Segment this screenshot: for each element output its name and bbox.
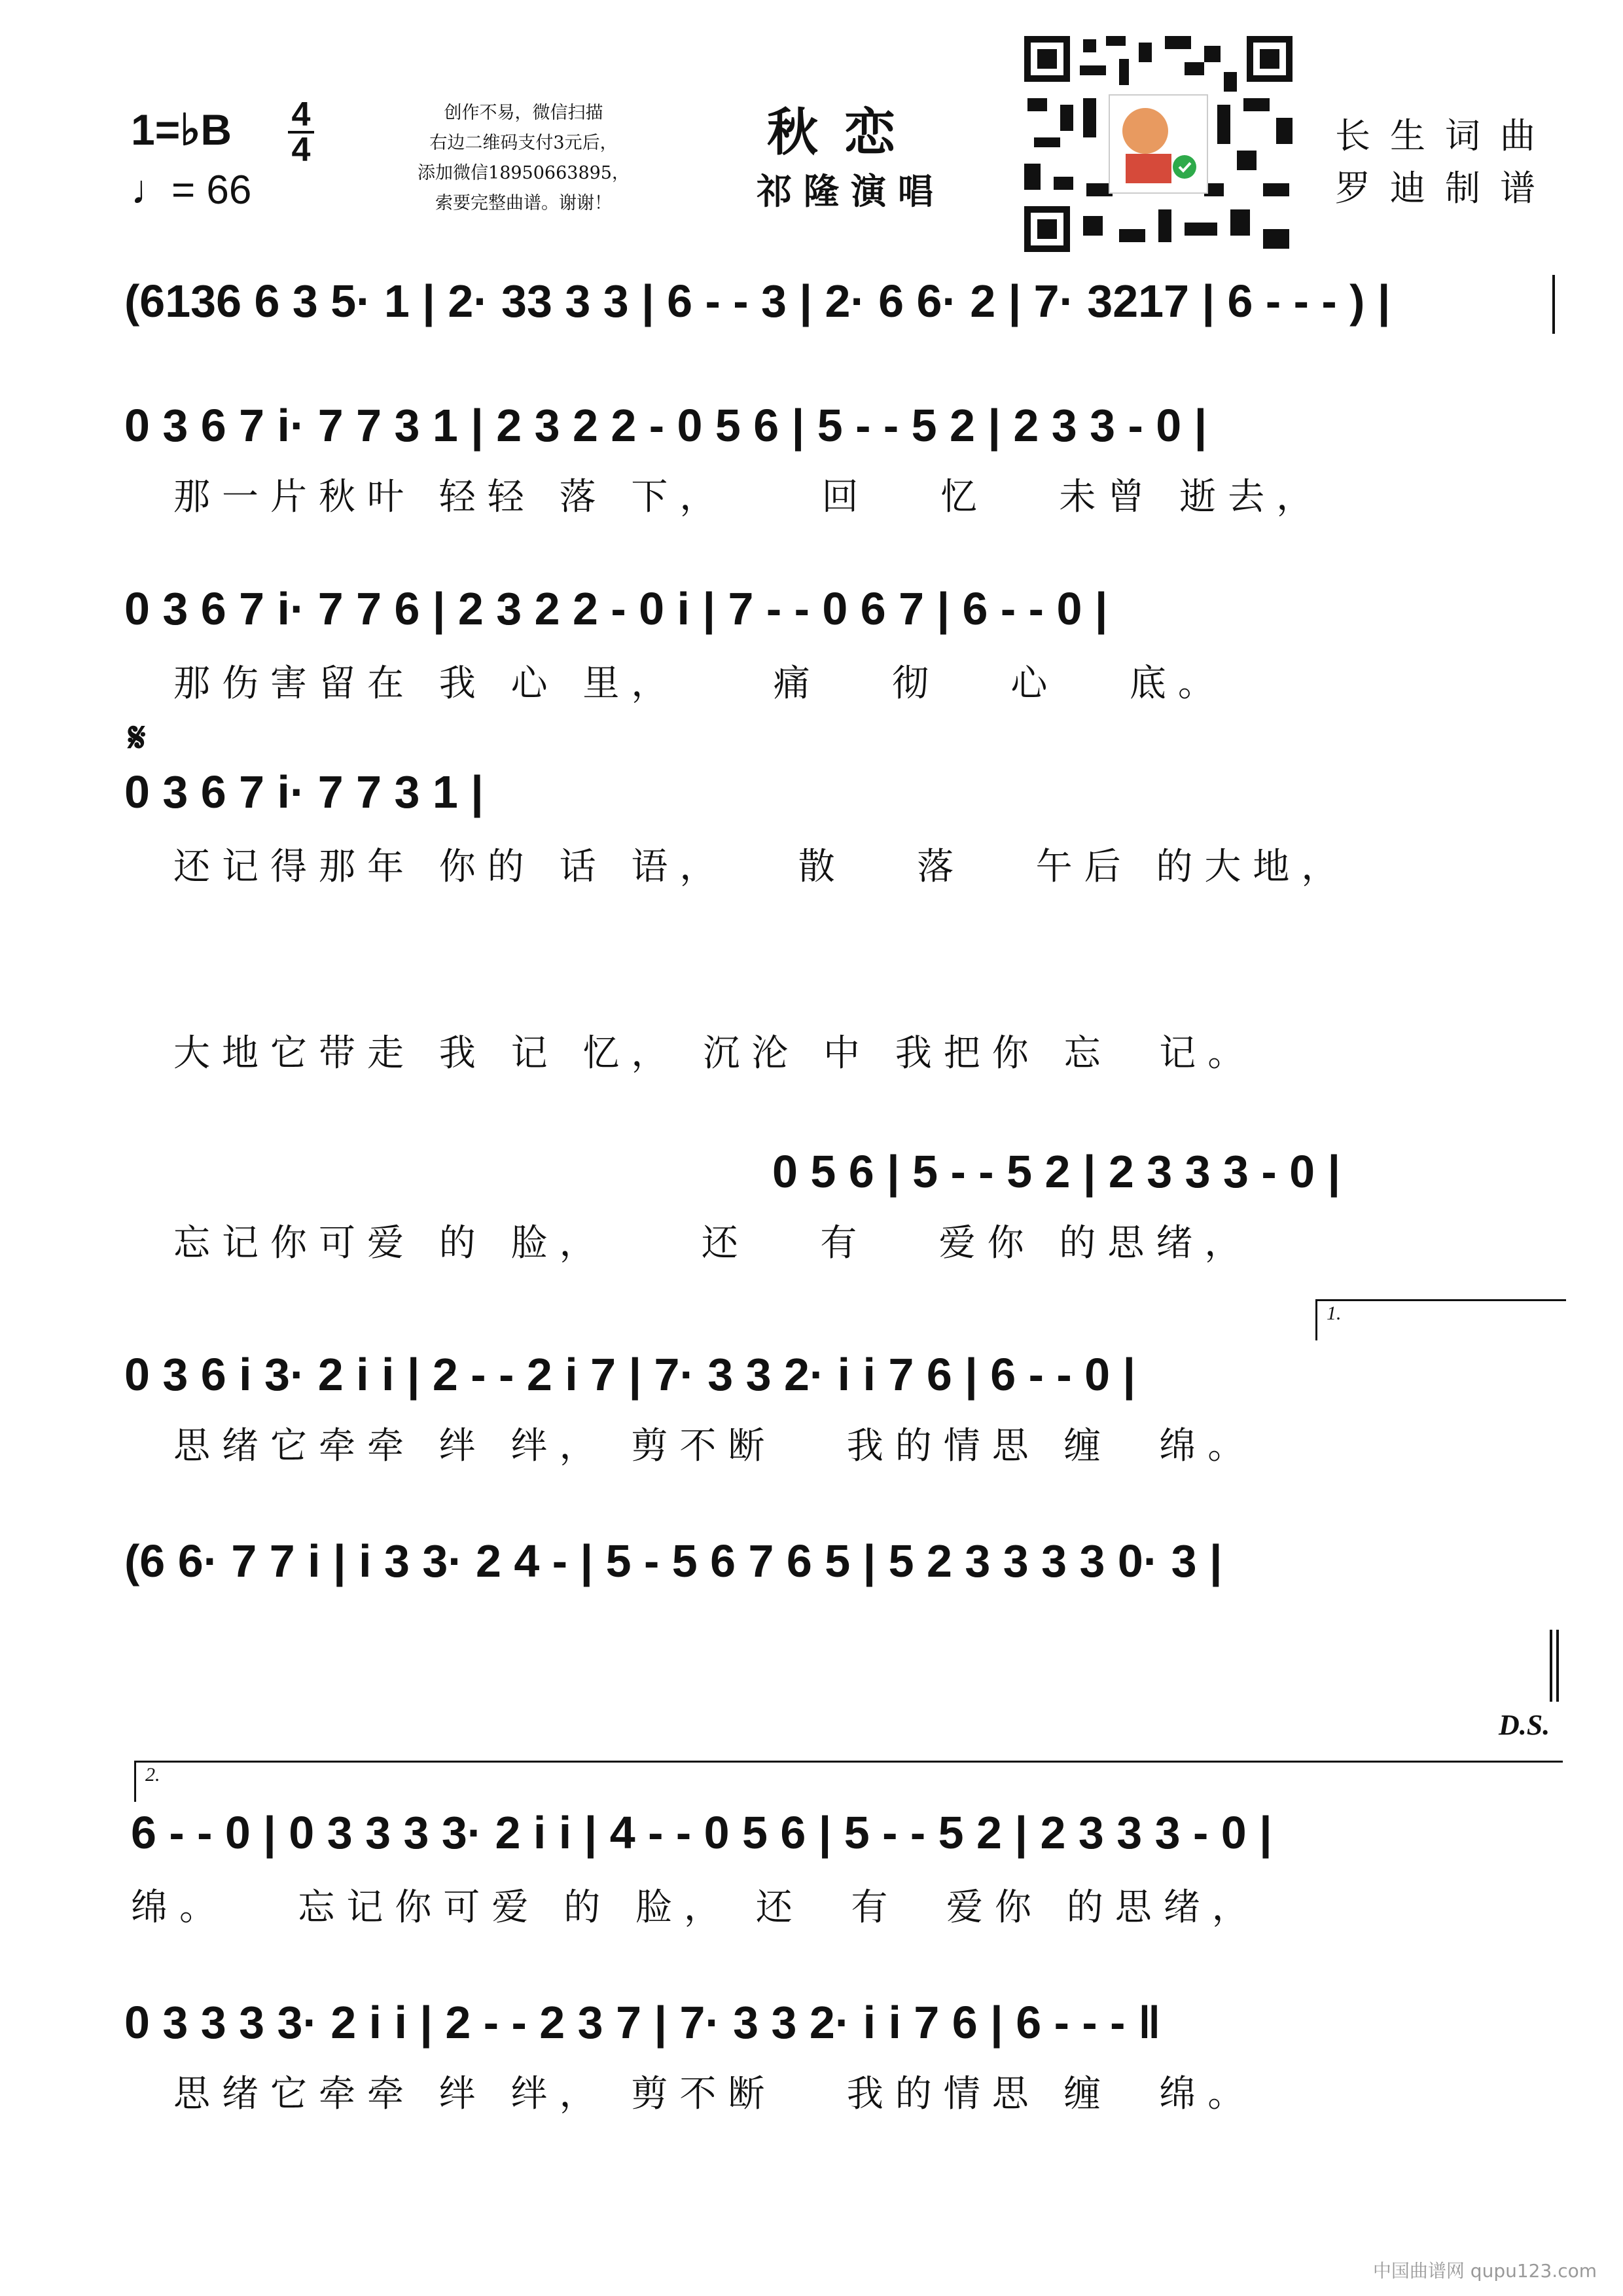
score-system-3: 0 3 6 7 i· 7 7 6 | 2 3 2 2 - 0 i | 7 - - 0 6 7 | 6 - - 0 | — [124, 583, 1108, 634]
purchase-note — [393, 98, 654, 219]
score-system-4: 0 3 6 7 i· 7 7 3 1 | — [124, 766, 484, 817]
lyric-line-5: 大地它带走 我 记 忆， 沉沦 中 我把你 忘 记。 — [173, 1032, 1257, 1075]
lyric-line-7: 思绪它牵牵 绊 绊， 剪不断 我的情思 缠 绵。 — [173, 1425, 1257, 1467]
score-system-2: 0 3 6 7 i· 7 7 3 1 | 2 3 2 2 - 0 5 6 | 5 - - 5 2 | 2 3 3 - 0 | — [124, 400, 1207, 451]
key-signature: 1=♭B — [131, 105, 232, 154]
score-system-8-interlude: (6 6· 7 7 i | i 3 3· 2 4 - | 5 - 5 6 7 6 5 | 5 2 3 3 3 3 0· 3 | — [124, 1535, 1222, 1587]
lyric-line-3: 那伤害留在 我 心 里， 痛 彻 心 底。 — [173, 662, 1226, 705]
tempo-marking: ♩= 66 — [131, 168, 252, 213]
qr-code-icon[interactable] — [1021, 33, 1296, 255]
double-barline — [1556, 1630, 1559, 1702]
score-system-10: 0 3 3 3 3· 2 i i | 2 - - 2 3 7 | 7· 3 3 2· i i 7 6 | 6 - - - ‖ — [124, 1997, 1161, 2048]
time-signature — [288, 96, 314, 169]
song-title: 秋恋 — [766, 103, 921, 162]
double-barline — [1550, 1630, 1552, 1702]
segno-sign: 𝄋 — [128, 713, 146, 761]
lyric-line-10: 思绪它牵牵 绊 绊， 剪不断 我的情思 缠 绵。 — [173, 2073, 1257, 2115]
score-system-6: 0 5 6 | 5 - - 5 2 | 2 3 3 3 - 0 | — [772, 1146, 1341, 1197]
score-system-7: 0 3 6 i 3· 2 i i | 2 - - 2 i 7 | 7· 3 3 2· i i 7 6 | 6 - - 0 | — [124, 1349, 1136, 1400]
lyric-line-2: 那一片秋叶 轻轻 落 下， 回 忆 未曾 逝去， — [173, 476, 1325, 518]
lyricist-composer-credit: 长生词曲 — [1335, 115, 1555, 156]
singer-credit: 祁隆演唱 — [757, 170, 945, 212]
lyric-line-4: 还记得那年 你的 话 语， 散 落 午后 的大地， — [173, 846, 1350, 888]
time-signature-top: 4 — [291, 96, 311, 134]
volta-2-label: 2. — [145, 1764, 160, 1785]
barline — [1552, 275, 1555, 334]
lyric-line-9: 绵。 忘记你可爱 的 脸， 还 有 爱你 的思绪， — [131, 1886, 1260, 1929]
arranger-credit: 罗迪制谱 — [1335, 168, 1555, 209]
purchase-note-line: 创作不易，微信扫描 — [444, 103, 603, 123]
purchase-note-line: 索要完整曲谱。谢谢！ — [435, 193, 612, 213]
lyric-line-6: 忘记你可爱 的 脸， 还 有 爱你 的思绪， — [173, 1222, 1253, 1265]
time-signature-bottom: 4 — [291, 131, 311, 169]
purchase-note-line: 添加微信18950663895， — [418, 163, 630, 183]
purchase-note-line: 右边二维码支付3元后， — [429, 133, 618, 153]
volta-2 — [134, 1761, 1563, 1802]
volta-1 — [1315, 1299, 1566, 1340]
dal-segno-mark: D.S. — [1499, 1709, 1550, 1741]
watermark: 中国曲谱网 qupu123.com — [1372, 2260, 1597, 2282]
score-system-9: 6 - - 0 | 0 3 3 3 3· 2 i i | 4 - - 0 5 6 | 5 - - 5 2 | 2 3 3 3 - 0 | — [131, 1807, 1272, 1858]
score-system-1: (6136 6 3 5· 1 | 2· 33 3 3 | 6 - - 3 | 2· 6 6· 2 | 7· 3217 | 6 - - - ) | — [124, 276, 1391, 327]
volta-1-label: 1. — [1327, 1302, 1342, 1324]
